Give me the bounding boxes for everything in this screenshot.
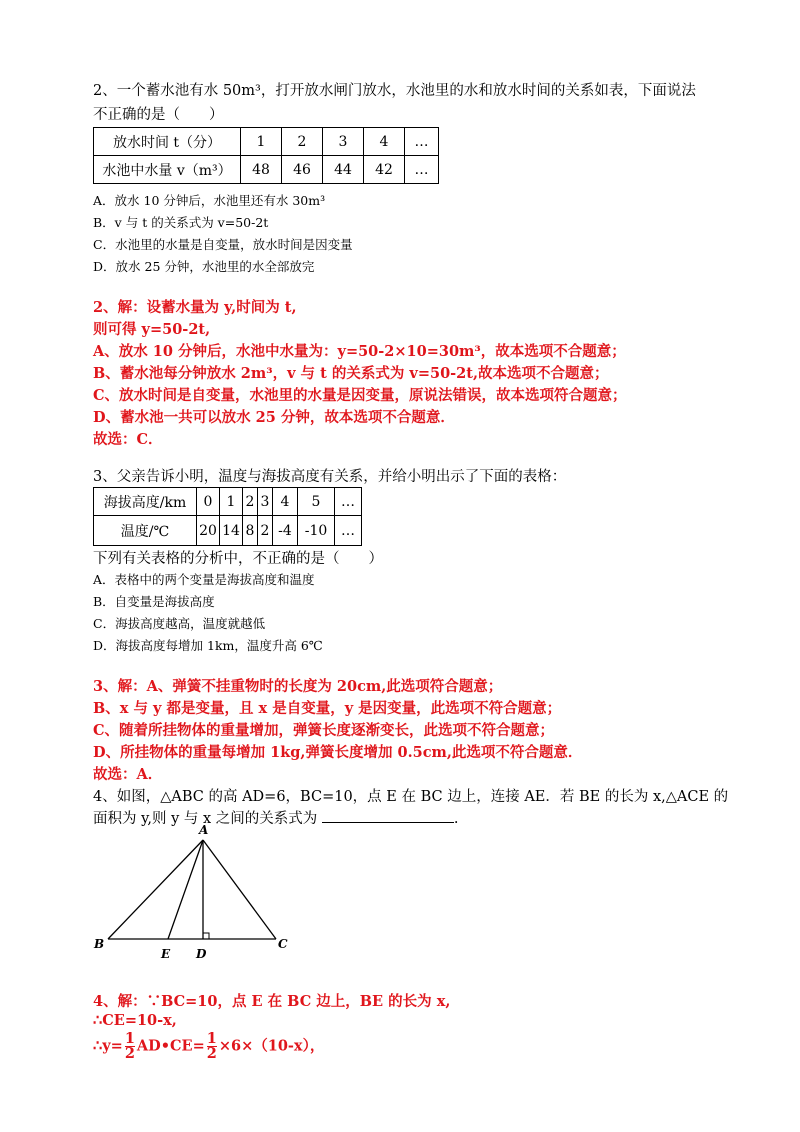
fraction-numerator: 1	[124, 1030, 135, 1047]
q3-solution-line: D、所挂物体的重量每增加 1kg,弹簧长度增加 0.5cm,此选项不符合题意．	[93, 744, 583, 761]
label-a: A	[199, 823, 209, 837]
table-cell: -10	[298, 516, 335, 546]
table-cell: -4	[273, 516, 298, 546]
q3-stem-line2: 下列有关表格的分析中，不正确的是（ ）	[93, 551, 383, 567]
q3-solution-line: 3、解：A、弹簧不挂重物时的长度为 20cm,此选项符合题意；	[93, 678, 503, 695]
q3-stem-line1: 3、父亲告诉小明，温度与海拔高度有关系，并给小明出示了下面的表格：	[93, 469, 567, 485]
table-cell: …	[335, 516, 362, 546]
q2-solution-answer: 故选：C．	[93, 431, 163, 448]
fraction-one-half	[207, 1032, 217, 1061]
q3-table-row-temperature	[94, 516, 362, 546]
q2-solution-line: B、蓄水池每分钟放水 2m³，v 与 t 的关系式为 v=50-2t,故本选项不合题意；	[93, 365, 609, 382]
label-e: E	[161, 947, 171, 961]
triangle-figure	[88, 818, 308, 966]
fraction-one-half	[125, 1032, 135, 1061]
q4-stem-line1: 4、如图，△ABC 的高 AD=6，BC=10，点 E 在 BC 边上，连接 AE．若 BE 的长为 x,△ACE 的	[93, 789, 729, 805]
q3-solution-answer: 故选：A．	[93, 766, 163, 783]
q4-solution-line: ∴CE=10-x,	[93, 1012, 177, 1029]
q4-stem-text: 面积为 y,则 y 与 x 之间的关系式为	[93, 811, 318, 827]
formula-prefix: ∴y=	[93, 1037, 123, 1055]
table-cell: 3	[258, 488, 273, 516]
label-c: C	[278, 937, 288, 951]
table-cell: 温度/℃	[94, 516, 197, 546]
q3-solution-line: B、x 与 y 都是变量，且 x 是自变量，y 是因变量，此选项不符合题意；	[93, 700, 562, 717]
q2-stem-line1: 2、一个蓄水池有水 50m³，打开放水闸门放水，水池里的水和放水时间的关系如表，下面说法	[93, 83, 696, 99]
q2-solution-line: D、蓄水池一共可以放水 25 分钟，故本选项不合题意．	[93, 409, 455, 426]
table-cell: 20	[197, 516, 220, 546]
table-cell: 5	[298, 488, 335, 516]
answer-blank	[322, 808, 454, 823]
table-cell: 水池中水量 v（m³）	[94, 156, 241, 184]
right-angle-mark	[203, 933, 209, 939]
q2-option-b: B．v 与 t 的关系式为 v=50-2t	[93, 215, 269, 230]
q2-solution-line: 则可得 y=50-2t,	[93, 321, 211, 338]
q2-table-row-volume	[94, 156, 439, 184]
q4-solution-line: 4、解：∵BC=10，点 E 在 BC 边上，BE 的长为 x,	[93, 993, 451, 1010]
table-cell: 0	[197, 488, 220, 516]
table-cell: 1	[220, 488, 243, 516]
table-cell: 1	[241, 128, 282, 156]
q3-solution-line: C、随着所挂物体的重量增加，弹簧长度逐渐变长，此选项不符合题意；	[93, 722, 555, 739]
q3-option-d: D．海拔高度每增加 1km，温度升高 6℃	[93, 638, 323, 653]
table-cell: 4	[364, 128, 405, 156]
table-cell: …	[335, 488, 362, 516]
segment-ac	[203, 840, 276, 939]
q2-option-d: D．放水 25 分钟，水池里的水全部放完	[93, 259, 315, 274]
q3-option-b: B．自变量是海拔高度	[93, 594, 215, 609]
q2-option-c: C．水池里的水量是自变量，放水时间是因变量	[93, 237, 353, 252]
table-cell: …	[405, 156, 439, 184]
q2-solution-line: 2、解：设蓄水量为 y,时间为 t,	[93, 299, 297, 316]
table-cell: 8	[243, 516, 258, 546]
q2-option-a: A．放水 10 分钟后，水池里还有水 30m³	[93, 193, 326, 208]
label-b: B	[94, 937, 105, 951]
table-cell: 放水时间 t（分）	[94, 128, 241, 156]
table-cell: 46	[282, 156, 323, 184]
q2-solution-line: C、放水时间是自变量，水池里的水量是因变量，原说法错误，故本选项符合题意；	[93, 387, 627, 404]
table-cell: 4	[273, 488, 298, 516]
segment-ae	[168, 840, 203, 939]
q3-table-row-altitude	[94, 488, 362, 516]
table-cell: 42	[364, 156, 405, 184]
table-cell: 44	[323, 156, 364, 184]
q3-table	[93, 487, 362, 546]
q2-stem-line2: 不正确的是（ ）	[93, 107, 224, 123]
q2-table	[93, 127, 439, 184]
q4-stem-period: .	[453, 811, 459, 827]
table-cell: 48	[241, 156, 282, 184]
formula-middle: AD•CE=	[136, 1037, 205, 1055]
table-cell: 2	[258, 516, 273, 546]
fraction-denominator: 2	[206, 1045, 217, 1062]
formula-suffix: ×6×（10-x），	[218, 1037, 325, 1055]
label-d: D	[196, 947, 207, 961]
table-cell: 3	[323, 128, 364, 156]
table-cell: 2	[243, 488, 258, 516]
table-cell: 14	[220, 516, 243, 546]
table-cell: …	[405, 128, 439, 156]
q4-solution-formula	[93, 1032, 324, 1061]
segment-ab	[108, 840, 203, 939]
q2-table-row-time	[94, 128, 439, 156]
q2-solution-line: A、放水 10 分钟后，水池中水量为：y=50-2×10=30m³，故本选项不合题意；	[93, 343, 626, 360]
q3-option-c: C．海拔高度越高，温度就越低	[93, 616, 266, 631]
fraction-denominator: 2	[124, 1045, 135, 1062]
table-cell: 2	[282, 128, 323, 156]
table-cell: 海拔高度/km	[94, 488, 197, 516]
fraction-numerator: 1	[206, 1030, 217, 1047]
q3-option-a: A．表格中的两个变量是海拔高度和温度	[93, 572, 315, 587]
